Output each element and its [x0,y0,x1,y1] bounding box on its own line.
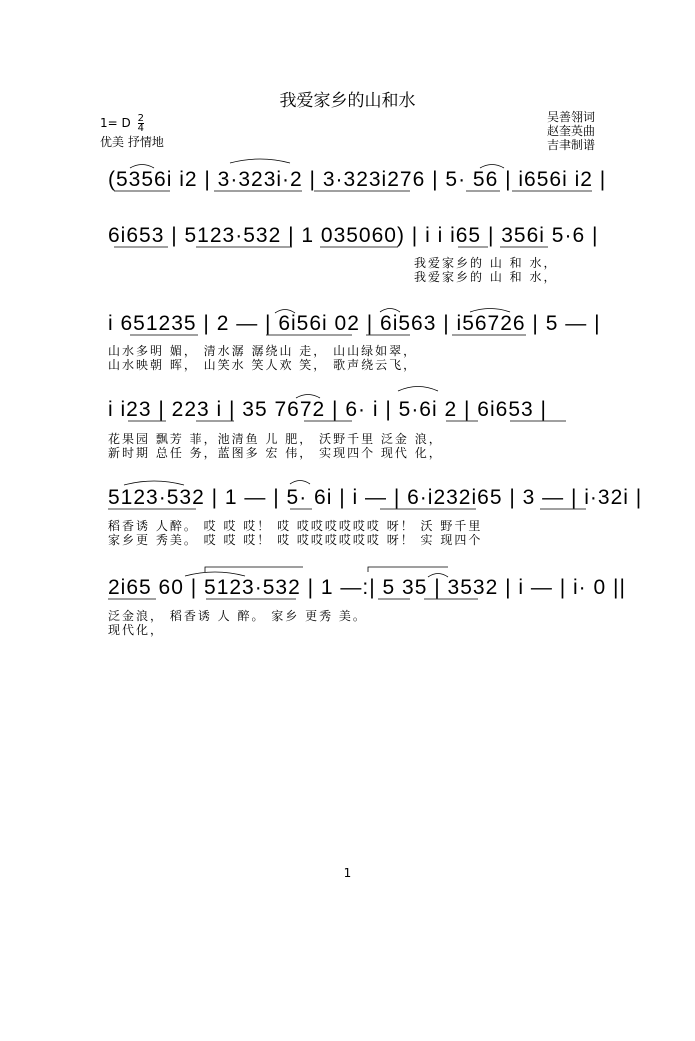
lyric-verse-2: 山水映朝 晖， 山笑水 笑人欢 笑， 歌声绕云飞， [108,358,418,372]
notation-line: i 651235 | 2 — | 6i56i 02 | 6i563 | i56726 | 5 — | [108,312,601,335]
slur-mark [398,387,438,392]
song-title: 我爱家乡的山和水 [279,91,416,111]
notation-line: i i23 | 223 i | 35 7672 | 6· i | 5·6i 2 | 6i653 | [108,398,547,421]
tempo-marking: 优美 抒情地 [100,135,164,149]
slur-mark [480,165,504,169]
lyric-verse-1: 山水多明 媚， 清水潺 潺绕山 走， 山山绿如翠， [108,344,418,358]
notation-line: (5356i i2 | 3·323i·2 | 3·323i276 | 5· 56 | i656i i2 | [108,168,607,191]
lyric-verse-1: 我爱家乡的 山 和 水， [414,256,558,270]
lyric-verse-2: 我爱家乡的 山 和 水， [414,270,558,284]
slur-mark [275,310,295,314]
notation-line: 2i65 60 | 5123·532 | 1 —:| 5 35 | 3532 | i — | i· 0 || [108,576,626,599]
slur-mark [124,481,184,485]
slur-mark [185,572,245,576]
volta-bracket [205,567,303,572]
lyric-verse-2: 新时期 总任 务，蓝图多 宏 伟， 实现四个 现代 化， [108,446,443,460]
slur-mark [296,395,320,399]
lyric-verse-1: 花果园 飘芳 菲，池清鱼 儿 肥， 沃野千里 泛金 浪， [108,432,443,446]
page-number: 1 [343,866,352,880]
lyric-verse-2: 家乡更 秀美。 哎 哎 哎！ 哎 哎哎哎哎哎哎 呀！ 实 现四个 [108,533,483,547]
lyric-verse-1: 稻香诱 人醉。 哎 哎 哎！ 哎 哎哎哎哎哎哎 呀！ 沃 野千里 [108,519,483,533]
lyric-verse-2: 现代化， [108,623,165,637]
slur-mark [290,481,310,485]
slur-mark [130,165,154,169]
key-label: 1= D [100,116,131,130]
slur-mark [428,574,448,578]
slur-mark [470,309,510,313]
notation-line: 6i653 | 5123·532 | 1 035060) | i i i65 | 356i 5·6 | [108,224,599,247]
time-signature-bottom: 4 [137,123,144,134]
lyric-verse-1: 泛金浪， 稻香诱 人 醉。 家乡 更秀 美。 [108,609,367,623]
composer-credit: 赵奎英曲 [546,124,595,138]
time-signature-top: 2 [137,113,144,124]
notation-line: 5123·532 | 1 — | 5· 6i | i — | 6·i232i65 | 3 — | i·32i | [108,486,643,509]
volta-bracket [368,567,448,572]
slur-mark [380,309,400,313]
slur-mark [230,159,290,163]
transcriber-credit: 吉聿制谱 [546,138,595,152]
lyricist-credit: 吴善翎词 [546,110,595,124]
